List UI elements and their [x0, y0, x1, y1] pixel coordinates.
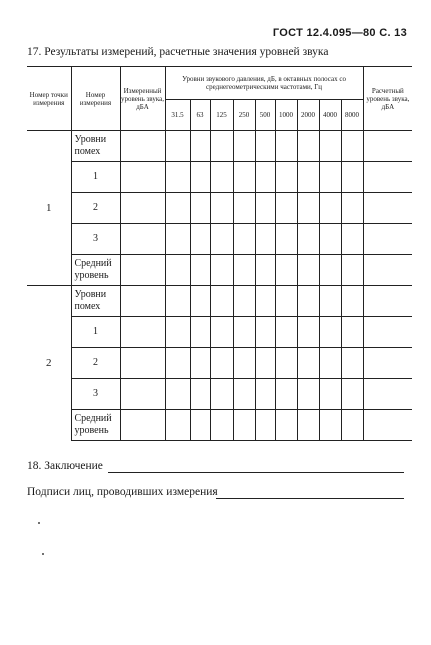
pressure-level-cell[interactable]	[233, 224, 255, 255]
pressure-level-cell[interactable]	[165, 348, 190, 379]
pressure-level-cell[interactable]	[297, 410, 319, 441]
calculated-level-cell[interactable]	[363, 317, 412, 348]
pressure-level-cell[interactable]	[341, 410, 363, 441]
pressure-level-cell[interactable]	[210, 131, 233, 162]
pressure-level-cell[interactable]	[233, 286, 255, 317]
pressure-level-cell[interactable]	[297, 193, 319, 224]
pressure-level-cell[interactable]	[255, 379, 275, 410]
measurement-label: 2	[71, 348, 120, 379]
pressure-level-cell[interactable]	[319, 317, 341, 348]
pressure-level-cell[interactable]	[275, 379, 297, 410]
section-title: 17. Результаты измерений, расчетные значения уровней звука	[27, 46, 329, 58]
measured-level-cell[interactable]	[120, 410, 165, 441]
pressure-level-cell[interactable]	[319, 286, 341, 317]
frequency-header: 500	[255, 100, 275, 131]
pressure-level-cell[interactable]	[210, 317, 233, 348]
pressure-level-cell[interactable]	[165, 379, 190, 410]
pressure-level-cell[interactable]	[190, 410, 210, 441]
measurement-label: Уровни помех	[71, 286, 120, 317]
pressure-level-cell[interactable]	[275, 410, 297, 441]
pressure-level-cell[interactable]	[341, 224, 363, 255]
table-row	[27, 379, 412, 410]
frequency-header: 1000	[275, 100, 297, 131]
pressure-level-cell[interactable]	[190, 379, 210, 410]
pressure-level-cell[interactable]	[341, 193, 363, 224]
pressure-level-cell[interactable]	[341, 379, 363, 410]
pressure-level-cell[interactable]	[319, 410, 341, 441]
header-measured-level: Измеренный уровень звука, дБА	[120, 67, 165, 131]
measurement-label: 3	[71, 379, 120, 410]
measured-level-cell[interactable]	[120, 131, 165, 162]
pressure-level-cell[interactable]	[275, 286, 297, 317]
pressure-level-cell[interactable]	[319, 162, 341, 193]
pressure-level-cell[interactable]	[190, 286, 210, 317]
pressure-level-cell[interactable]	[255, 286, 275, 317]
pressure-level-cell[interactable]	[233, 162, 255, 193]
frequency-header: 125	[210, 100, 233, 131]
pressure-level-cell[interactable]	[341, 162, 363, 193]
measured-level-cell[interactable]	[120, 317, 165, 348]
pressure-level-cell[interactable]	[190, 255, 210, 286]
pressure-level-cell[interactable]	[275, 193, 297, 224]
pressure-level-cell[interactable]	[319, 348, 341, 379]
pressure-level-cell[interactable]	[190, 193, 210, 224]
pressure-level-cell[interactable]	[297, 379, 319, 410]
measurement-label: 1	[71, 317, 120, 348]
pressure-level-cell[interactable]	[275, 348, 297, 379]
pressure-level-cell[interactable]	[165, 162, 190, 193]
pressure-level-cell[interactable]	[255, 348, 275, 379]
pressure-level-cell[interactable]	[275, 131, 297, 162]
pressure-level-cell[interactable]	[255, 193, 275, 224]
calculated-level-cell[interactable]	[363, 224, 412, 255]
speck	[42, 553, 44, 555]
point-number: 1	[27, 131, 71, 286]
pressure-level-cell[interactable]	[210, 286, 233, 317]
pressure-level-cell[interactable]	[233, 131, 255, 162]
pressure-level-cell[interactable]	[319, 255, 341, 286]
pressure-level-cell[interactable]	[341, 348, 363, 379]
pressure-level-cell[interactable]	[255, 317, 275, 348]
pressure-level-cell[interactable]	[210, 224, 233, 255]
pressure-level-cell[interactable]	[165, 193, 190, 224]
measured-level-cell[interactable]	[120, 162, 165, 193]
pressure-level-cell[interactable]	[165, 224, 190, 255]
page-header: ГОСТ 12.4.095—80 С. 13	[272, 27, 407, 39]
pressure-level-cell[interactable]	[341, 131, 363, 162]
pressure-level-cell[interactable]	[255, 131, 275, 162]
calculated-level-cell[interactable]	[363, 162, 412, 193]
calculated-level-cell[interactable]	[363, 255, 412, 286]
header-point-number: Номер точки измерения	[27, 67, 71, 131]
pressure-level-cell[interactable]	[275, 255, 297, 286]
measured-level-cell[interactable]	[120, 224, 165, 255]
measured-level-cell[interactable]	[120, 193, 165, 224]
pressure-level-cell[interactable]	[255, 162, 275, 193]
pressure-level-cell[interactable]	[255, 255, 275, 286]
table-row	[27, 162, 412, 193]
measured-level-cell[interactable]	[120, 286, 165, 317]
pressure-level-cell[interactable]	[297, 348, 319, 379]
table-row	[27, 286, 412, 317]
header-calculated-level: Расчетный уровень звука, дБА	[363, 67, 412, 131]
pressure-level-cell[interactable]	[319, 193, 341, 224]
pressure-level-cell[interactable]	[275, 224, 297, 255]
conclusion-line	[108, 472, 404, 473]
pressure-level-cell[interactable]	[255, 410, 275, 441]
signature-line	[216, 498, 404, 499]
table-row	[27, 193, 412, 224]
pressure-level-cell[interactable]	[190, 131, 210, 162]
measurement-label: Средний уровень	[71, 410, 120, 441]
measurement-label: Средний уровень	[71, 255, 120, 286]
pressure-level-cell[interactable]	[233, 193, 255, 224]
table-row	[27, 348, 412, 379]
pressure-level-cell[interactable]	[341, 255, 363, 286]
measured-level-cell[interactable]	[120, 255, 165, 286]
pressure-level-cell[interactable]	[165, 255, 190, 286]
pressure-level-cell[interactable]	[233, 255, 255, 286]
pressure-level-cell[interactable]	[165, 286, 190, 317]
measurement-label: Уровни помех	[71, 131, 120, 162]
pressure-level-cell[interactable]	[210, 379, 233, 410]
header-measurement-number: Номер измерения	[71, 67, 120, 131]
pressure-level-cell[interactable]	[210, 162, 233, 193]
measured-level-cell[interactable]	[120, 379, 165, 410]
speck	[38, 522, 40, 524]
pressure-level-cell[interactable]	[233, 317, 255, 348]
frequency-header: 31.5	[165, 100, 190, 131]
table-row	[27, 224, 412, 255]
pressure-level-cell[interactable]	[210, 255, 233, 286]
pressure-level-cell[interactable]	[165, 131, 190, 162]
pressure-level-cell[interactable]	[233, 348, 255, 379]
pressure-level-cell[interactable]	[210, 410, 233, 441]
pressure-level-cell[interactable]	[319, 379, 341, 410]
pressure-level-cell[interactable]	[297, 224, 319, 255]
pressure-level-cell[interactable]	[233, 379, 255, 410]
calculated-level-cell[interactable]	[363, 193, 412, 224]
measured-level-cell[interactable]	[120, 348, 165, 379]
frequency-header: 4000	[319, 100, 341, 131]
measurement-label: 2	[71, 193, 120, 224]
point-number: 2	[27, 286, 71, 441]
pressure-level-cell[interactable]	[297, 317, 319, 348]
pressure-level-cell[interactable]	[297, 162, 319, 193]
pressure-level-cell[interactable]	[190, 162, 210, 193]
results-table	[27, 66, 412, 441]
pressure-level-cell[interactable]	[210, 193, 233, 224]
pressure-level-cell[interactable]	[190, 224, 210, 255]
table-row	[27, 317, 412, 348]
table-row	[27, 131, 412, 162]
signatures-label: Подписи лиц, проводивших измерения	[27, 486, 218, 498]
calculated-level-cell[interactable]	[363, 410, 412, 441]
results-body	[27, 131, 412, 441]
pressure-level-cell[interactable]	[275, 162, 297, 193]
pressure-level-cell[interactable]	[165, 317, 190, 348]
frequency-header: 2000	[297, 100, 319, 131]
table-row	[27, 410, 412, 441]
calculated-level-cell[interactable]	[363, 286, 412, 317]
conclusion-label: 18. Заключение	[27, 460, 103, 472]
pressure-level-cell[interactable]	[297, 286, 319, 317]
pressure-level-cell[interactable]	[319, 131, 341, 162]
pressure-level-cell[interactable]	[165, 410, 190, 441]
frequency-header: 63	[190, 100, 210, 131]
pressure-level-cell[interactable]	[233, 410, 255, 441]
pressure-level-cell[interactable]	[275, 317, 297, 348]
pressure-level-cell[interactable]	[255, 224, 275, 255]
measurement-label: 3	[71, 224, 120, 255]
pressure-level-cell[interactable]	[210, 348, 233, 379]
calculated-level-cell[interactable]	[363, 348, 412, 379]
pressure-level-cell[interactable]	[319, 224, 341, 255]
frequency-header: 250	[233, 100, 255, 131]
frequency-header: 8000	[341, 100, 363, 131]
pressure-level-cell[interactable]	[297, 255, 319, 286]
pressure-level-cell[interactable]	[341, 317, 363, 348]
pressure-level-cell[interactable]	[190, 348, 210, 379]
header-pressure-levels: Уровни звукового давления, дБ, в октавных полосах со среднегеометрическими частотами, Гц	[165, 67, 363, 100]
calculated-level-cell[interactable]	[363, 131, 412, 162]
pressure-level-cell[interactable]	[297, 131, 319, 162]
pressure-level-cell[interactable]	[190, 317, 210, 348]
calculated-level-cell[interactable]	[363, 379, 412, 410]
measurement-label: 1	[71, 162, 120, 193]
table-row	[27, 255, 412, 286]
pressure-level-cell[interactable]	[341, 286, 363, 317]
